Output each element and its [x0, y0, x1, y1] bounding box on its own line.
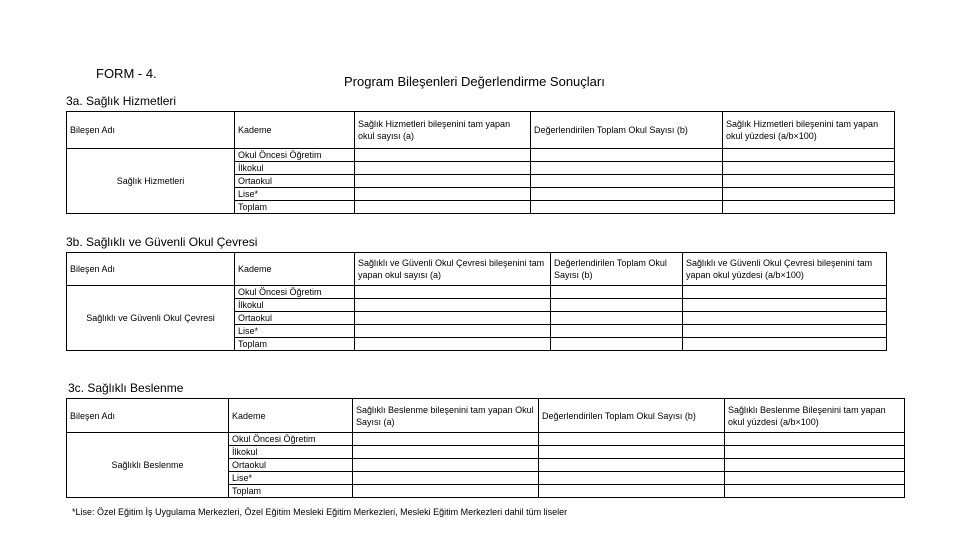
- value-b-cell[interactable]: [539, 472, 725, 485]
- value-a-cell[interactable]: [353, 485, 539, 498]
- value-c-cell[interactable]: [683, 299, 887, 312]
- level-cell: Lise*: [229, 472, 353, 485]
- value-a-cell[interactable]: [355, 201, 531, 214]
- value-a-cell[interactable]: [355, 325, 551, 338]
- value-c-cell[interactable]: [723, 201, 895, 214]
- value-a-cell[interactable]: [355, 338, 551, 351]
- value-b-cell[interactable]: [539, 459, 725, 472]
- level-cell: Toplam: [235, 338, 355, 351]
- percent-header: Sağlık Hizmetleri bileşenini tam yapan okul yüzdesi (a/b×100): [723, 112, 895, 149]
- count-b-header: Değerlendirilen Toplam Okul Sayısı (b): [539, 399, 725, 433]
- value-c-cell[interactable]: [725, 446, 905, 459]
- value-c-cell[interactable]: [723, 149, 895, 162]
- value-a-cell[interactable]: [355, 286, 551, 299]
- value-a-cell[interactable]: [355, 312, 551, 325]
- level-cell: Okul Öncesi Öğretim: [235, 149, 355, 162]
- count-a-header: Sağlıklı ve Güvenli Okul Çevresi bileşenini tam yapan okul sayısı (a): [355, 253, 551, 286]
- table-header-row: [67, 112, 895, 149]
- level-cell: Okul Öncesi Öğretim: [235, 286, 355, 299]
- value-c-cell[interactable]: [683, 312, 887, 325]
- value-b-cell[interactable]: [539, 446, 725, 459]
- level-cell: Okul Öncesi Öğretim: [229, 433, 353, 446]
- value-a-cell[interactable]: [355, 149, 531, 162]
- value-b-cell[interactable]: [551, 286, 683, 299]
- level-header: Kademe: [235, 112, 355, 149]
- table-row: [67, 286, 887, 299]
- value-b-cell[interactable]: [551, 338, 683, 351]
- value-b-cell[interactable]: [531, 162, 723, 175]
- value-c-cell[interactable]: [725, 472, 905, 485]
- value-a-cell[interactable]: [355, 188, 531, 201]
- section-title-3c: 3c. Sağlıklı Beslenme: [68, 381, 184, 395]
- table-3b: [66, 252, 887, 351]
- count-b-header: Değerlendirilen Toplam Okul Sayısı (b): [551, 253, 683, 286]
- count-b-header: Değerlendirilen Toplam Okul Sayısı (b): [531, 112, 723, 149]
- component-name: Sağlıklı Beslenme: [67, 433, 229, 498]
- value-c-cell[interactable]: [723, 188, 895, 201]
- value-b-cell[interactable]: [539, 433, 725, 446]
- value-b-cell[interactable]: [531, 175, 723, 188]
- value-b-cell[interactable]: [551, 325, 683, 338]
- level-cell: Lise*: [235, 325, 355, 338]
- value-c-cell[interactable]: [725, 459, 905, 472]
- value-b-cell[interactable]: [531, 201, 723, 214]
- count-a-header: Sağlık Hizmetleri bileşenini tam yapan okul sayısı (a): [355, 112, 531, 149]
- component-header: Bileşen Adı: [67, 399, 229, 433]
- value-c-cell[interactable]: [683, 338, 887, 351]
- form-number: FORM - 4.: [96, 66, 157, 81]
- level-cell: İlkokul: [235, 162, 355, 175]
- level-cell: Ortaokul: [235, 312, 355, 325]
- level-cell: İlkokul: [229, 446, 353, 459]
- value-c-cell[interactable]: [683, 286, 887, 299]
- table-3a: [66, 111, 895, 214]
- value-b-cell[interactable]: [531, 188, 723, 201]
- table-3c: [66, 398, 905, 498]
- level-cell: İlkokul: [235, 299, 355, 312]
- value-a-cell[interactable]: [355, 175, 531, 188]
- level-header: Kademe: [229, 399, 353, 433]
- percent-header: Sağlıklı ve Güvenli Okul Çevresi bileşenini tam yapan okul yüzdesi (a/b×100): [683, 253, 887, 286]
- level-cell: Ortaokul: [229, 459, 353, 472]
- value-b-cell[interactable]: [551, 299, 683, 312]
- value-a-cell[interactable]: [353, 459, 539, 472]
- level-cell: Lise*: [235, 188, 355, 201]
- value-a-cell[interactable]: [353, 446, 539, 459]
- value-c-cell[interactable]: [683, 325, 887, 338]
- table-header-row: [67, 253, 887, 286]
- value-c-cell[interactable]: [725, 433, 905, 446]
- value-a-cell[interactable]: [353, 472, 539, 485]
- section-title-3a: 3a. Sağlık Hizmetleri: [66, 94, 177, 108]
- value-c-cell[interactable]: [723, 175, 895, 188]
- value-c-cell[interactable]: [725, 485, 905, 498]
- level-cell: Toplam: [235, 201, 355, 214]
- value-b-cell[interactable]: [539, 485, 725, 498]
- table-row: [67, 149, 895, 162]
- percent-header: Sağlıklı Beslenme Bileşenini tam yapan okul yüzdesi (a/b×100): [725, 399, 905, 433]
- table-row: [67, 433, 905, 446]
- level-cell: Ortaokul: [235, 175, 355, 188]
- value-b-cell[interactable]: [531, 149, 723, 162]
- value-a-cell[interactable]: [355, 162, 531, 175]
- component-name: Sağlıklı ve Güvenli Okul Çevresi: [67, 286, 235, 351]
- value-b-cell[interactable]: [551, 312, 683, 325]
- level-header: Kademe: [235, 253, 355, 286]
- section-title-3b: 3b. Sağlıklı ve Güvenli Okul Çevresi: [66, 235, 258, 249]
- footnote: *Lise: Özel Eğitim İş Uygulama Merkezleri, Özel Eğitim Mesleki Eğitim Merkezleri, Mesleki Eğitim Merkezleri dahil tüm liseler: [72, 507, 568, 517]
- count-a-header: Sağlıklı Beslenme bileşenini tam yapan Okul Sayısı (a): [353, 399, 539, 433]
- level-cell: Toplam: [229, 485, 353, 498]
- value-a-cell[interactable]: [353, 433, 539, 446]
- component-header: Bileşen Adı: [67, 112, 235, 149]
- value-c-cell[interactable]: [723, 162, 895, 175]
- page-title: Program Bileşenleri Değerlendirme Sonuçları: [344, 74, 605, 89]
- component-name: Sağlık Hizmetleri: [67, 149, 235, 214]
- component-header: Bileşen Adı: [67, 253, 235, 286]
- table-header-row: [67, 399, 905, 433]
- value-a-cell[interactable]: [355, 299, 551, 312]
